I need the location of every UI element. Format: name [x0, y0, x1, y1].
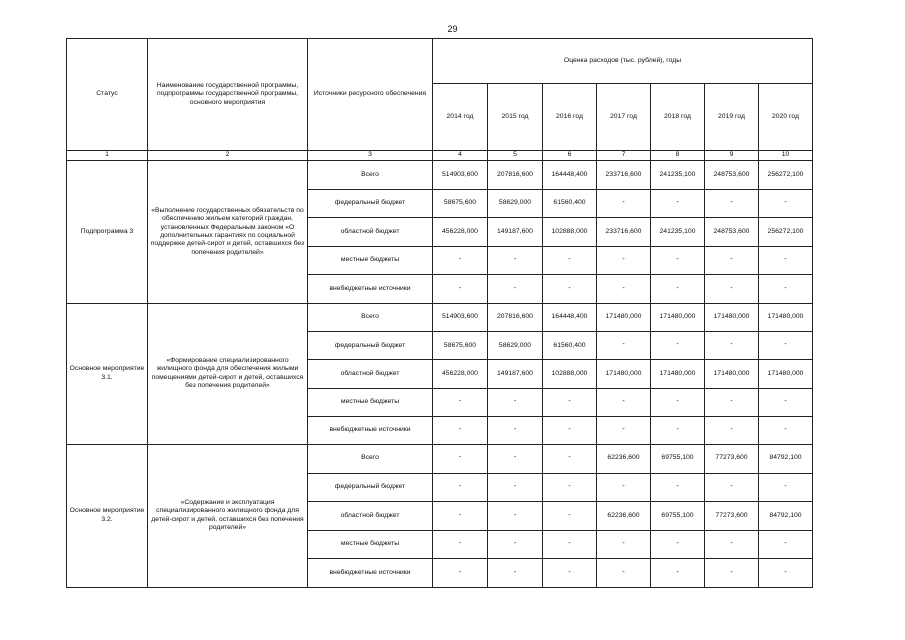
column-number: 2: [148, 151, 308, 161]
header-year: 2014 год: [433, 84, 488, 151]
value-cell: 456228,000: [433, 218, 488, 247]
value-cell: 207816,600: [488, 161, 543, 190]
row-source: областной бюджет: [308, 360, 433, 388]
value-cell: -: [543, 416, 597, 444]
value-cell: -: [488, 246, 543, 275]
value-cell: 171480,000: [651, 303, 705, 331]
value-cell: -: [759, 416, 813, 444]
value-cell: -: [433, 416, 488, 444]
value-cell: -: [543, 530, 597, 559]
value-cell: 149187,600: [488, 218, 543, 247]
row-source: Всего: [308, 303, 433, 331]
value-cell: 149187,600: [488, 360, 543, 388]
value-cell: -: [759, 332, 813, 360]
header-sources: Источники ресурсного обеспечения: [308, 39, 433, 151]
row-program-name: «Содержание и эксплуатация специализированного жилищного фонда для детей-сирот и детей, оставшихся без попечения родителей»: [148, 444, 308, 587]
column-number: 8: [651, 151, 705, 161]
column-number: 9: [705, 151, 759, 161]
value-cell: 456228,000: [433, 360, 488, 388]
value-cell: -: [488, 275, 543, 304]
header-name: Наименование государственной программы, подпрограммы государственной программы, основного мероприятия: [148, 39, 308, 151]
column-number: 6: [543, 151, 597, 161]
value-cell: 256272,100: [759, 161, 813, 190]
value-cell: -: [759, 530, 813, 559]
column-number: 7: [597, 151, 651, 161]
value-cell: -: [488, 473, 543, 502]
table-body: [67, 161, 813, 588]
value-cell: 248753,600: [705, 161, 759, 190]
row-source: местные бюджеты: [308, 246, 433, 275]
value-cell: -: [651, 416, 705, 444]
row-source: федеральный бюджет: [308, 332, 433, 360]
header-status: Статус: [67, 39, 148, 151]
value-cell: -: [543, 559, 597, 588]
value-cell: -: [597, 189, 651, 218]
value-cell: -: [705, 332, 759, 360]
column-number: 5: [488, 151, 543, 161]
value-cell: -: [543, 473, 597, 502]
table-row: [67, 444, 813, 473]
value-cell: -: [543, 388, 597, 416]
value-cell: 69755,100: [651, 444, 705, 473]
column-number: 4: [433, 151, 488, 161]
value-cell: -: [433, 444, 488, 473]
value-cell: -: [705, 530, 759, 559]
value-cell: -: [759, 246, 813, 275]
header-year: 2020 год: [759, 84, 813, 151]
value-cell: 171480,000: [759, 303, 813, 331]
page-number: 29: [447, 24, 458, 34]
value-cell: -: [543, 275, 597, 304]
value-cell: 69755,100: [651, 502, 705, 531]
value-cell: 241235,100: [651, 218, 705, 247]
value-cell: 171480,000: [705, 303, 759, 331]
value-cell: -: [433, 502, 488, 531]
value-cell: 171480,000: [597, 360, 651, 388]
value-cell: 62236,600: [597, 444, 651, 473]
value-cell: -: [759, 559, 813, 588]
value-cell: -: [488, 416, 543, 444]
value-cell: -: [597, 530, 651, 559]
value-cell: 514903,600: [433, 303, 488, 331]
value-cell: 256272,100: [759, 218, 813, 247]
value-cell: 164448,400: [543, 161, 597, 190]
value-cell: 58629,000: [488, 332, 543, 360]
value-cell: -: [651, 559, 705, 588]
value-cell: -: [705, 388, 759, 416]
row-status: Основное мероприятие 3.1.: [67, 303, 148, 444]
row-source: Всего: [308, 444, 433, 473]
value-cell: -: [651, 275, 705, 304]
value-cell: -: [433, 246, 488, 275]
table-row: [67, 303, 813, 331]
value-cell: -: [597, 559, 651, 588]
value-cell: -: [433, 275, 488, 304]
value-cell: -: [433, 388, 488, 416]
row-source: местные бюджеты: [308, 388, 433, 416]
value-cell: 171480,000: [597, 303, 651, 331]
row-program-name: «Выполнение государственных обязательств по обеспечению жильем категорий граждан, установленных Федеральным законом «О дополнительных гарантиях по социальной поддержке детей-сирот и детей, оставшихся без попечения родителей»: [148, 161, 308, 304]
value-cell: -: [597, 473, 651, 502]
value-cell: 171480,000: [651, 360, 705, 388]
value-cell: 241235,100: [651, 161, 705, 190]
row-source: внебюджетные источники: [308, 275, 433, 304]
row-program-name: «Формирование специализированного жилищного фонда для обеспечения жилыми помещениями детей-сирот и детей, оставшихся без попечения родителей»: [148, 303, 308, 444]
value-cell: -: [488, 530, 543, 559]
value-cell: 61560,400: [543, 332, 597, 360]
value-cell: -: [597, 416, 651, 444]
value-cell: -: [433, 530, 488, 559]
row-source: внебюджетные источники: [308, 416, 433, 444]
value-cell: -: [543, 502, 597, 531]
value-cell: 171480,000: [759, 360, 813, 388]
value-cell: -: [705, 189, 759, 218]
value-cell: 514903,600: [433, 161, 488, 190]
value-cell: -: [597, 275, 651, 304]
value-cell: -: [651, 530, 705, 559]
value-cell: -: [597, 246, 651, 275]
row-source: внебюджетные источники: [308, 559, 433, 588]
value-cell: 248753,600: [705, 218, 759, 247]
row-source: местные бюджеты: [308, 530, 433, 559]
row-source: областной бюджет: [308, 218, 433, 247]
resource-table: [66, 38, 813, 588]
value-cell: -: [759, 189, 813, 218]
value-cell: 84792,100: [759, 502, 813, 531]
value-cell: 102888,000: [543, 218, 597, 247]
value-cell: -: [705, 416, 759, 444]
value-cell: -: [705, 473, 759, 502]
value-cell: -: [543, 246, 597, 275]
value-cell: -: [651, 332, 705, 360]
value-cell: 102888,000: [543, 360, 597, 388]
row-source: Всего: [308, 161, 433, 190]
column-number: 3: [308, 151, 433, 161]
value-cell: -: [705, 559, 759, 588]
value-cell: -: [488, 502, 543, 531]
value-cell: 171480,000: [705, 360, 759, 388]
column-number: 10: [759, 151, 813, 161]
value-cell: 58675,600: [433, 332, 488, 360]
row-status: Основное мероприятие 3.2.: [67, 444, 148, 587]
row-status: Подпрограмма 3: [67, 161, 148, 304]
value-cell: -: [488, 444, 543, 473]
value-cell: -: [433, 473, 488, 502]
value-cell: -: [651, 246, 705, 275]
row-source: федеральный бюджет: [308, 473, 433, 502]
value-cell: 233716,600: [597, 161, 651, 190]
row-source: областной бюджет: [308, 502, 433, 531]
value-cell: -: [651, 189, 705, 218]
value-cell: 58675,600: [433, 189, 488, 218]
header-estimate: Оценка расходов (тыс. рублей), годы: [433, 39, 813, 84]
value-cell: -: [488, 388, 543, 416]
value-cell: 84792,100: [759, 444, 813, 473]
table-row: [67, 161, 813, 190]
value-cell: 207816,600: [488, 303, 543, 331]
value-cell: -: [705, 275, 759, 304]
table-header: [67, 39, 813, 161]
value-cell: -: [759, 275, 813, 304]
value-cell: -: [597, 388, 651, 416]
value-cell: 77273,600: [705, 502, 759, 531]
column-number: 1: [67, 151, 148, 161]
header-year: 2017 год: [597, 84, 651, 151]
value-cell: -: [759, 473, 813, 502]
value-cell: 58629,000: [488, 189, 543, 218]
header-year: 2018 год: [651, 84, 705, 151]
value-cell: -: [543, 444, 597, 473]
header-year: 2016 год: [543, 84, 597, 151]
value-cell: 233716,600: [597, 218, 651, 247]
value-cell: -: [651, 388, 705, 416]
value-cell: 77273,600: [705, 444, 759, 473]
value-cell: 61560,400: [543, 189, 597, 218]
header-year: 2019 год: [705, 84, 759, 151]
row-source: федеральный бюджет: [308, 189, 433, 218]
header-year: 2015 год: [488, 84, 543, 151]
value-cell: -: [705, 246, 759, 275]
value-cell: 164448,400: [543, 303, 597, 331]
value-cell: -: [597, 332, 651, 360]
value-cell: -: [433, 559, 488, 588]
value-cell: -: [651, 473, 705, 502]
value-cell: -: [488, 559, 543, 588]
value-cell: -: [759, 388, 813, 416]
value-cell: 62236,600: [597, 502, 651, 531]
